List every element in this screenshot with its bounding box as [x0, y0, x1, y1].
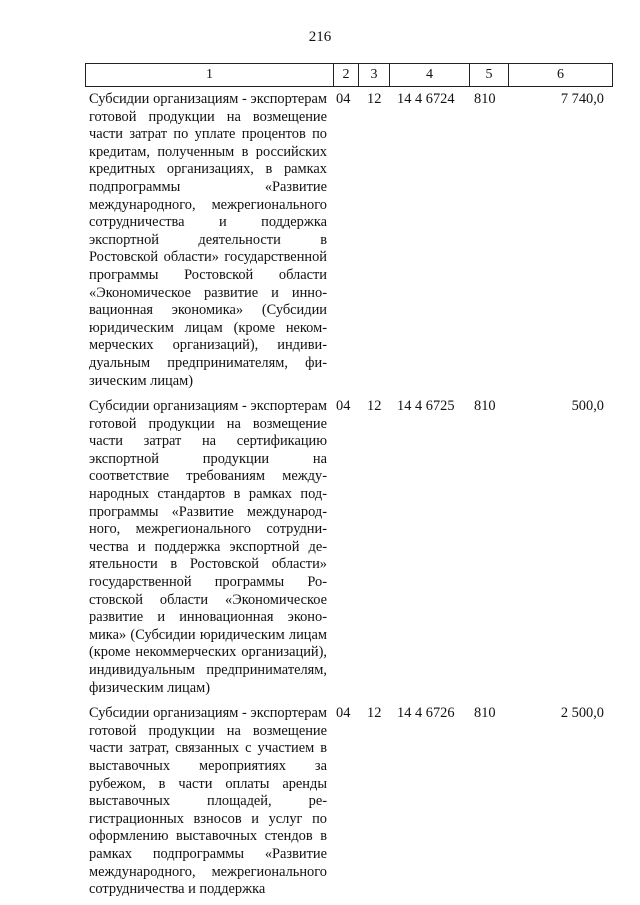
column-header-5: 5 [470, 64, 509, 87]
amount: 7 740,0 [560, 91, 604, 107]
target-article-code: 14 4 6726 [397, 705, 455, 722]
table-row [85, 398, 612, 697]
expense-type-code: 810 [474, 91, 496, 107]
expense-type-code: 810 [474, 705, 496, 722]
target-article-code: 14 4 6724 [397, 91, 455, 107]
section-code: 04 [336, 91, 351, 107]
column-header-6: 6 [509, 64, 613, 87]
row-description: Субсидии организациям - экспортерам готовой продукции на возмещение части затрат по уплате процентов по кредитам, полученным в российских кредитных организациях, в рамках подпрограммы «Развитие международного, межрегионального сотрудничества и поддержка экспортной деятельности в Ростовской области» государственной программы Ростовской области «Экономическое развитие и инновационная экономика» (Субсидии юридическим лицам (кроме некоммерческих организаций), индивидуальным предпринимателям, физическим лицам) [89, 91, 327, 389]
subsection-code: 12 [367, 705, 382, 722]
table-row [85, 91, 612, 390]
column-header-row [86, 64, 613, 87]
table-body [85, 91, 612, 899]
page-number: 216 [308, 29, 332, 45]
section-code: 04 [336, 398, 351, 415]
row-description: Субсидии организациям - экспортерам готовой продукции на возмещение части затрат, связанных с участием в выставочных мероприятиях за рубежом, в части оплаты аренды выставочных площадей, регистрационных взносов и услуг по оформлению выставочных стендов в рамках подпрограммы «Развитие международного, межрегионального сотрудничества и поддержка [89, 705, 327, 898]
row-description: Субсидии организациям - экспортерам готовой продукции на возмещение части затрат на сертификацию экспортной продукции на соответствие требованиям международных стандартов в рамках подпрограммы «Развитие международного, межрегионального сотрудничества и поддержка экспортной деятельности в Ростовской области» государственной программы Ростовской области «Экономическое развитие и инновационная экономика» (Субсидии юридическим лицам (кроме некоммерческих организаций), индивидуальным предпринимателям, физическим лицам) [89, 398, 327, 696]
column-header-table [85, 63, 613, 87]
amount: 2 500,0 [560, 705, 604, 722]
section-code: 04 [336, 705, 351, 722]
column-header-2: 2 [334, 64, 359, 87]
target-article-code: 14 4 6725 [397, 398, 455, 415]
amount: 500,0 [571, 398, 604, 415]
expense-type-code: 810 [474, 398, 496, 415]
column-header-1: 1 [86, 64, 334, 87]
subsection-code: 12 [367, 91, 382, 107]
table-row [85, 705, 612, 899]
column-header-4: 4 [390, 64, 470, 87]
column-header-3: 3 [359, 64, 390, 87]
subsection-code: 12 [367, 398, 382, 415]
